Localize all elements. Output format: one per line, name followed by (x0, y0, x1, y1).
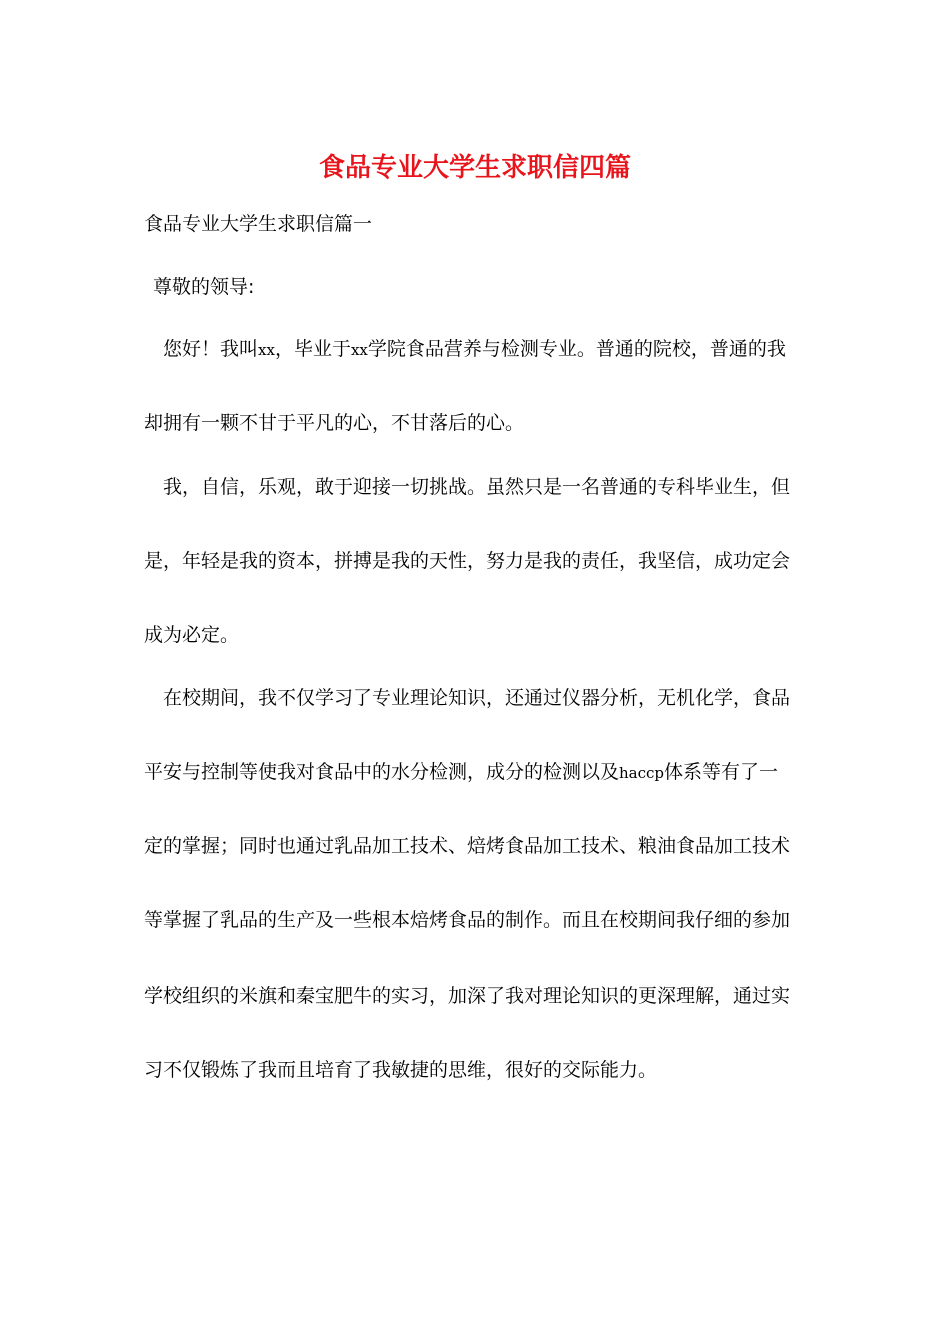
paragraph-1-line-1 (163, 335, 786, 364)
name-placeholder: xx (258, 341, 275, 359)
paragraph-3-line-1: 在校期间，我不仅学习了专业理论知识，还通过仪器分析，无机化学，食品 (163, 687, 791, 709)
paragraph-2-line-1: 我，自信，乐观，敢于迎接一切挑战。虽然只是一名普通的专科毕业生，但 (163, 476, 791, 498)
paragraph-2-line-2: 是，年轻是我的资本，拼搏是我的天性，努力是我的责任，我坚信，成功定会 (144, 550, 791, 572)
salutation: 尊敬的领导: (153, 276, 255, 298)
document-title: 食品专业大学生求职信四篇 (318, 153, 631, 183)
paragraph-1-line-2: 却拥有一颗不甘于平凡的心，不甘落后的心。 (144, 412, 525, 434)
section-heading: 食品专业大学生求职信篇一 (144, 213, 373, 235)
text-segment: 平安与控制等使我对食品中的水分检测，成分的检测以及 (144, 761, 620, 783)
text-segment: 体系等有了一 (664, 761, 779, 783)
paragraph-3-line-6: 习不仅锻炼了我而且培育了我敏捷的思维，很好的交际能力。 (144, 1059, 658, 1081)
text-segment: 学院食品营养与检测专业。普通的院校，普通的我 (367, 338, 786, 360)
paragraph-3-line-5: 学校组织的米旗和秦宝肥牛的实习，加深了我对理论知识的更深理解，通过实 (144, 985, 791, 1007)
paragraph-3-line-2 (144, 758, 778, 787)
paragraph-2-line-3: 成为必定。 (144, 624, 240, 646)
haccp-term: haccp (619, 764, 665, 782)
paragraph-3-line-3: 定的掌握；同时也通过乳品加工技术、焙烤食品加工技术、粮油食品加工技术 (144, 835, 791, 857)
text-segment: 您好！我叫 (163, 338, 259, 360)
text-segment: ，毕业于 (274, 338, 351, 360)
paragraph-3-line-4: 等掌握了乳品的生产及一些根本焙烤食品的制作。而且在校期间我仔细的参加 (144, 909, 791, 931)
school-placeholder: xx (350, 341, 368, 359)
